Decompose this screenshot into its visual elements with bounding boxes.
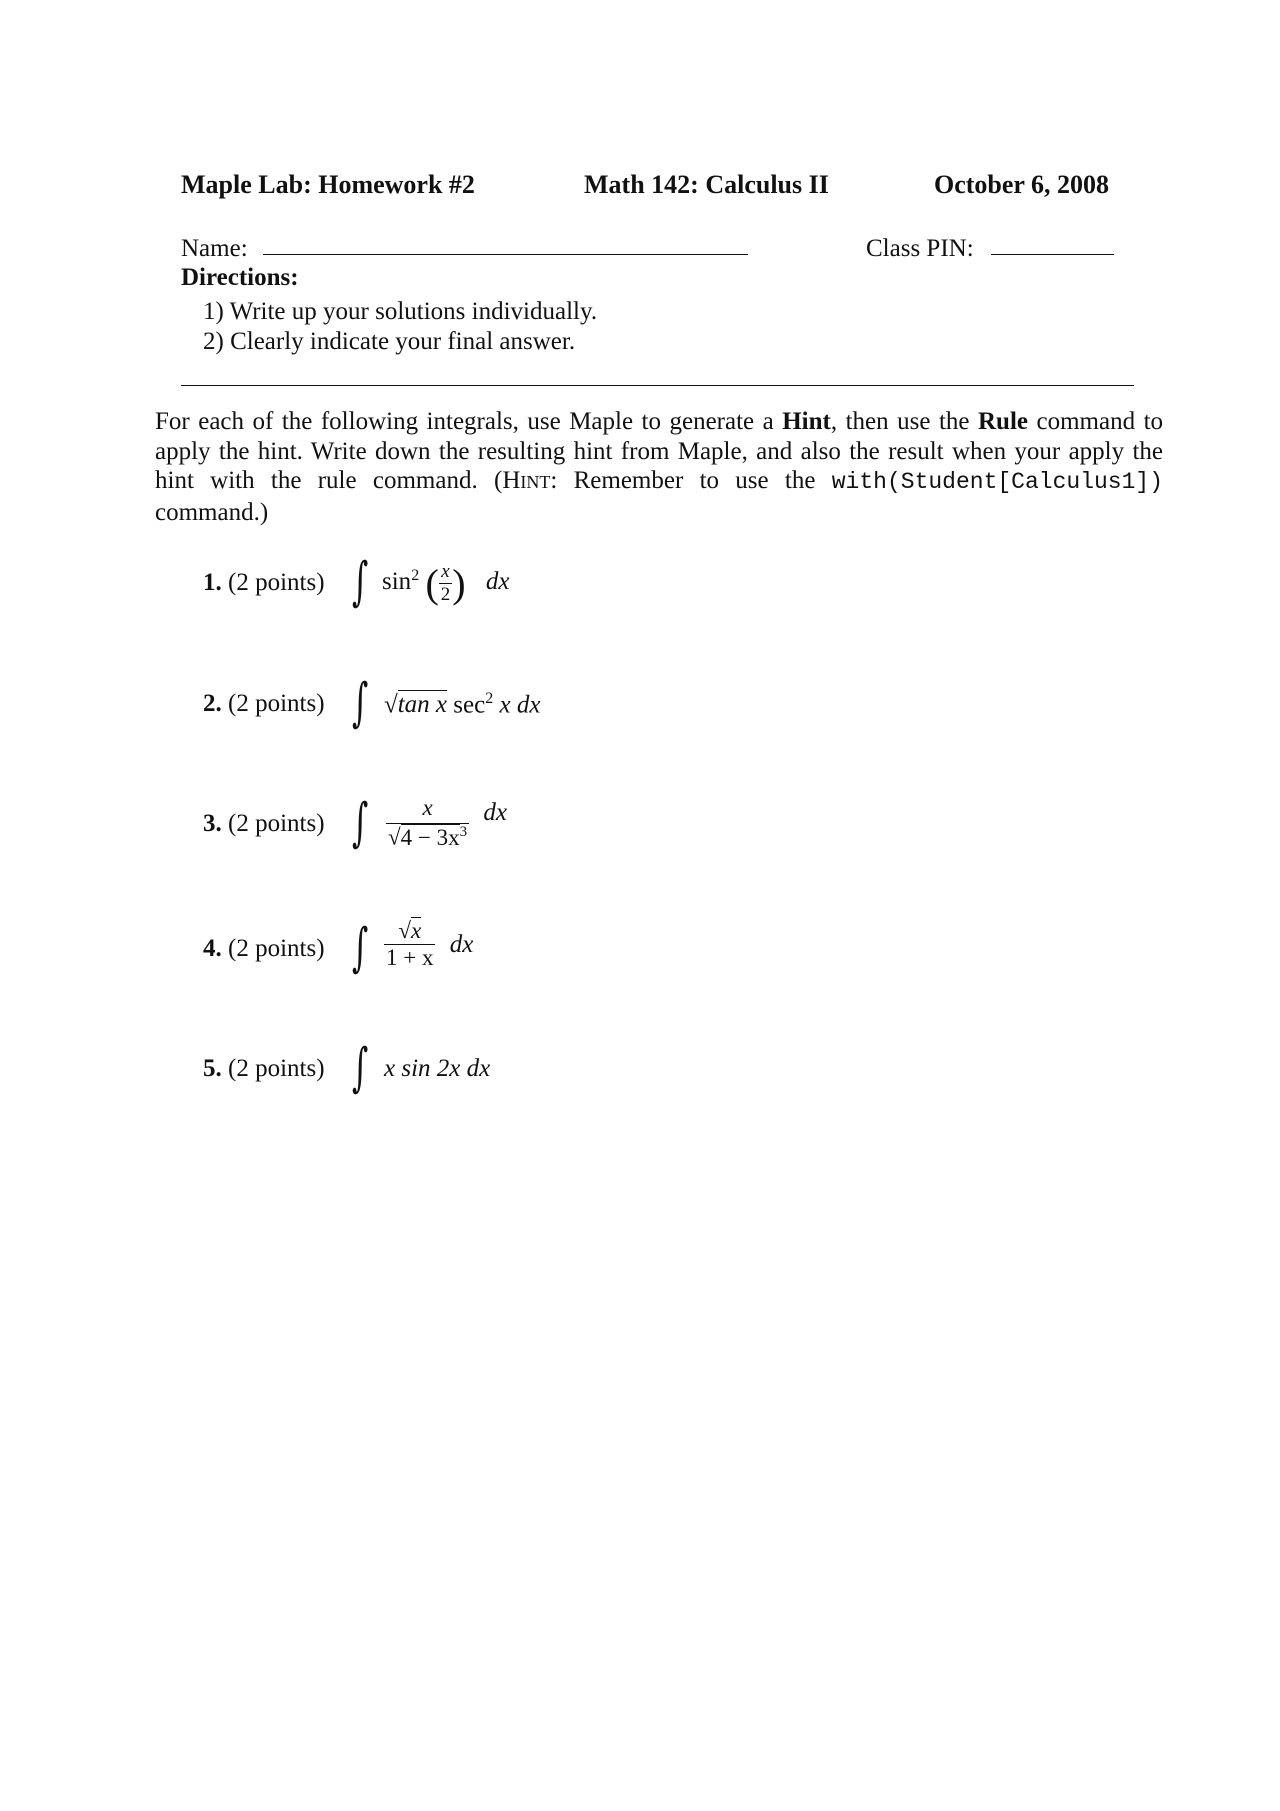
radical-sign: √: [398, 918, 411, 943]
right-paren: ): [452, 561, 466, 606]
problem-number: 2.: [203, 690, 222, 717]
intro-text: command to apply the hint. Write down the resulting hint from Maple, and also the result when your apply the hint with the rule command. (: [155, 408, 1164, 495]
problem-3-expression: [386, 795, 507, 851]
problem-1-expression: [382, 560, 509, 607]
directions-item: 1) Write up your solutions individually.: [203, 298, 598, 325]
radical-sign: √: [388, 824, 401, 850]
radical-sign: √: [384, 691, 398, 719]
denominator: 1 + x: [386, 945, 434, 970]
header-course-title: Maple Lab: Homework #2: [181, 170, 475, 199]
denominator: 2: [440, 584, 451, 605]
problem-number: 1.: [203, 569, 222, 596]
fraction: [439, 561, 453, 606]
intro-text: , then use the: [830, 408, 970, 435]
rule-keyword: Rule: [978, 408, 1028, 435]
left-paren: (: [425, 561, 439, 606]
name-label: Name:: [181, 235, 248, 262]
section-divider: [181, 385, 1134, 386]
integral-sign: ∫: [352, 793, 369, 853]
problem-1-label: [203, 569, 325, 597]
integral-sign: ∫: [352, 918, 369, 978]
integral-sign: ∫: [352, 552, 369, 612]
intro-text: : Remember to use the: [550, 467, 816, 495]
pin-label: Class PIN:: [866, 235, 974, 262]
hint-keyword: Hint: [782, 408, 831, 435]
problem-5-expression: x sin 2x dx: [384, 1055, 491, 1082]
radicand: x: [410, 918, 422, 943]
exponent: 3: [459, 824, 468, 840]
problem-2-expression: [384, 690, 540, 719]
problem-5-label: [203, 1055, 325, 1083]
intro-text: command.): [155, 498, 269, 526]
problem-number: 4.: [203, 935, 222, 962]
problem-number: 5.: [203, 1055, 222, 1082]
numerator: [384, 918, 435, 945]
problem-2-label: [203, 690, 325, 718]
directions-title: Directions:: [181, 264, 299, 291]
radicand: tan x: [397, 691, 448, 719]
problem-points: (2 points): [228, 1055, 325, 1082]
sin-function: sin: [382, 568, 412, 596]
intro-text: For each of the following integrals, use Maple to generate a: [155, 408, 774, 435]
header-date: October 6, 2008: [934, 170, 1109, 199]
differential: dx: [483, 798, 507, 826]
hint-caps-label: Hint: [502, 467, 551, 495]
problem-4-expression: [384, 918, 473, 971]
maple-command-code: with(Student[Calculus1]): [831, 469, 1164, 496]
directions-item: 2) Clearly indicate your final answer.: [203, 328, 576, 355]
fraction: [386, 795, 469, 851]
problem-points: (2 points): [228, 935, 325, 962]
fraction: [384, 918, 435, 971]
differential: dx: [485, 568, 510, 596]
integral-sign: ∫: [352, 1038, 369, 1098]
problem-4-label: [203, 935, 325, 963]
problem-points: (2 points): [228, 690, 325, 717]
pin-blank-line: [991, 254, 1114, 255]
problem-3-label: [203, 810, 325, 838]
problem-points: (2 points): [228, 569, 325, 596]
name-blank-line: [263, 254, 748, 255]
denominator: [386, 824, 469, 851]
numerator: x: [386, 795, 469, 824]
numerator: x: [439, 561, 453, 584]
radicand: 4 − 3x: [400, 824, 460, 850]
header-class-name: Math 142: Calculus II: [584, 170, 829, 199]
variable: x: [499, 691, 511, 719]
instructions-paragraph: [155, 407, 1163, 527]
differential: dx: [516, 691, 541, 719]
exponent: 2: [485, 690, 494, 707]
integral-sign: ∫: [352, 673, 369, 733]
problem-number: 3.: [203, 810, 222, 837]
differential: dx: [449, 930, 474, 958]
sec-function: sec: [453, 691, 486, 719]
exponent: 2: [411, 566, 420, 584]
problem-points: (2 points): [228, 810, 325, 837]
